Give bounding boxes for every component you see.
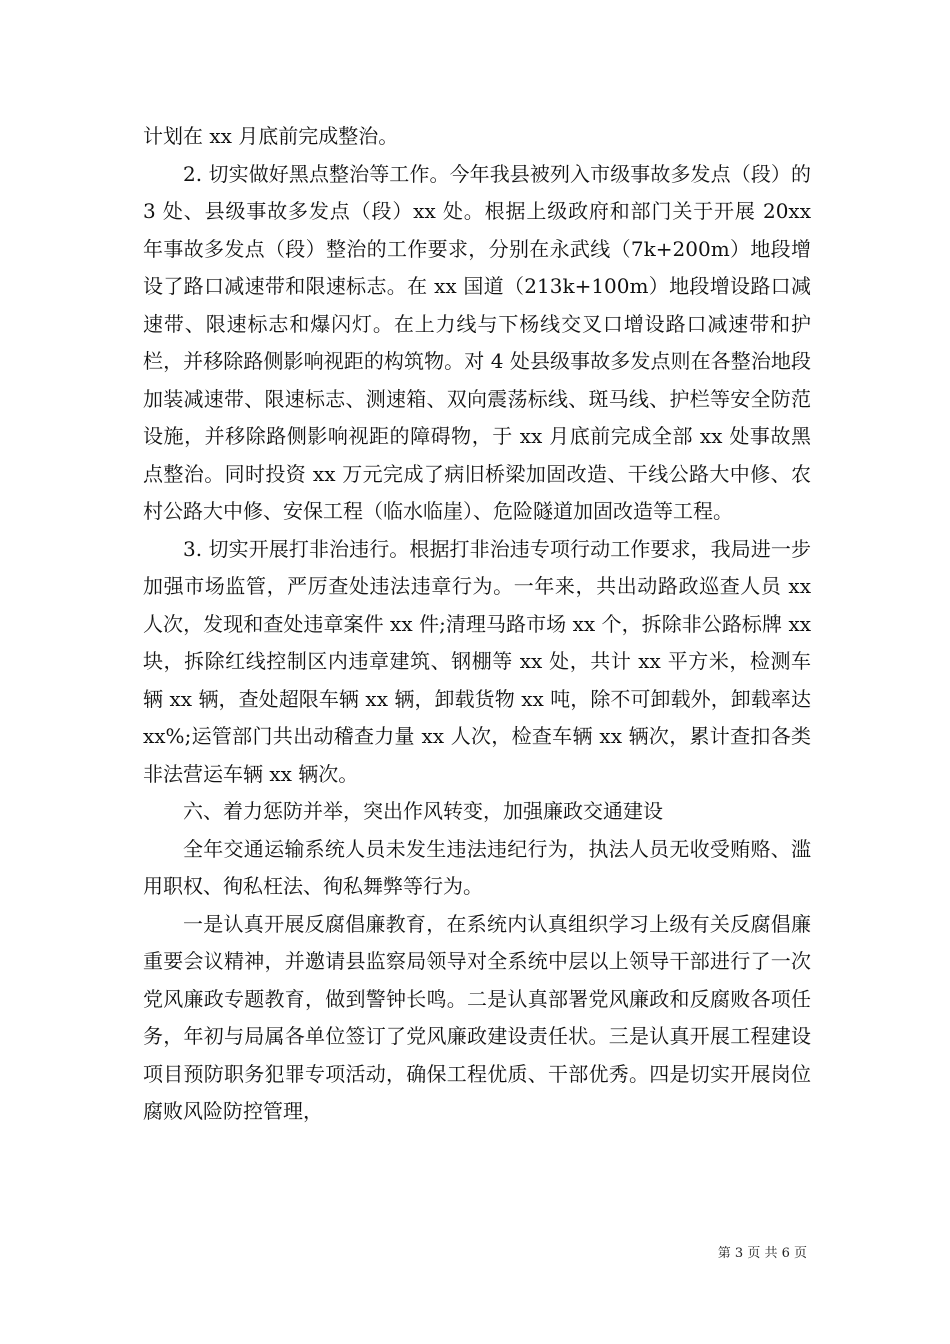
paragraph-5: 全年交通运输系统人员未发生违法违纪行为，执法人员无收受贿赂、滥用职权、徇私枉法、徇私舞弊等行为。 bbox=[143, 836, 811, 898]
paragraph-3: 3. 切实开展打非治违行。根据打非治违专项行动工作要求，我局进一步加强市场监管，严厉查处违法违章行为。一年来，共出动路政巡查人员 xx 人次，发现和查处违章案件 xx 件;清理马路市场 xx 个，拆除非公路标牌 xx 块，拆除红线控制区内违章建筑、钢棚等 xx 处，共计 xx 平方米，检测车辆 xx 辆，查处超限车辆 xx 辆，卸载货物 xx 吨，除不可卸载外，卸载率达 xx%;运管部门共出动稽查力量 xx 人次，检查车辆 xx 辆次，累计查扣各类非法营运车辆 xx 辆次。 bbox=[143, 536, 811, 786]
section-heading: 六、着力惩防并举，突出作风转变，加强廉政交通建设 bbox=[183, 799, 663, 823]
document-body bbox=[143, 118, 811, 1131]
paragraph-2: 2. 切实做好黑点整治等工作。今年我县被列入市级事故多发点（段）的 3 处、县级事故多发点（段）xx 处。根据上级政府和部门关于开展 20xx 年事故多发点（段）整治的工作要求，分别在永武线（7k+200m）地段增设了路口减速带和限速标志。在 xx 国道（213k+100m）地段增设路口减速带、限速标志和爆闪灯。在上力线与下杨线交叉口增设路口减速带和护栏，并移除路侧影响视距的构筑物。对 4 处县级事故多发点则在各整治地段加装减速带、限速标志、测速箱、双向震荡标线、斑马线、护栏等安全防范设施，并移除路侧影响视距的障碍物，于 xx 月底前完成全部 xx 处事故黑点整治。同时投资 xx 万元完成了病旧桥梁加固改造、干线公路大中修、农村公路大中修、安保工程（临水临崖）、危险隧道加固改造等工程。 bbox=[143, 161, 811, 523]
paragraph-6: 一是认真开展反腐倡廉教育，在系统内认真组织学习上级有关反腐倡廉重要会议精神，并邀请县监察局领导对全系统中层以上领导干部进行了一次党风廉政专题教育，做到警钟长鸣。二是认真部署党风廉政和反腐败各项任务，年初与局属各单位签订了党风廉政建设责任状。三是认真开展工程建设项目预防职务犯罪专项活动，确保工程优质、干部优秀。四是切实开展岗位腐败风险防控管理， bbox=[143, 911, 811, 1123]
paragraph-1: 计划在 xx 月底前完成整治。 bbox=[143, 124, 399, 148]
page-number-footer: 第 3 页 共 6 页 bbox=[717, 1246, 807, 1261]
